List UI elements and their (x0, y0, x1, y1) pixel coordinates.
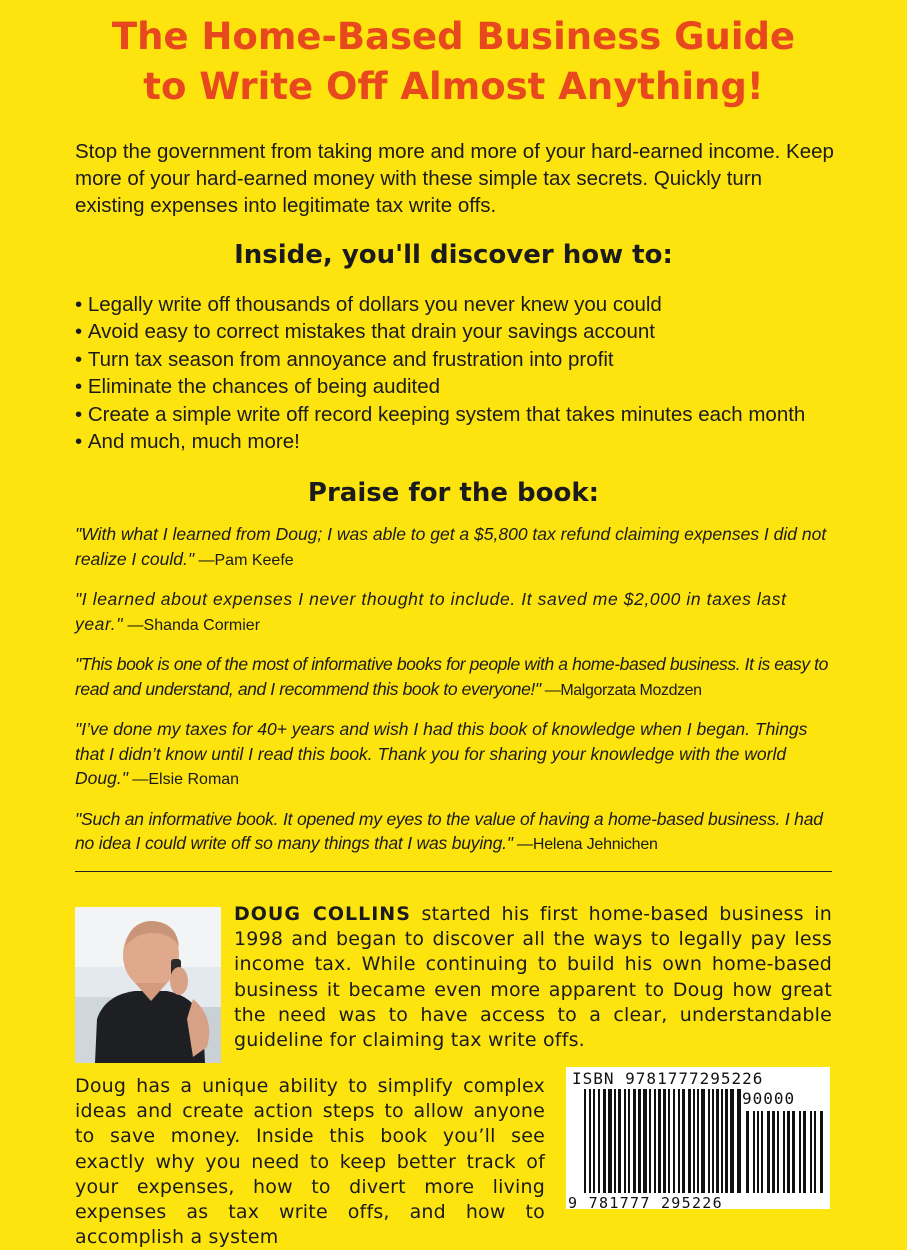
testimonial-text: "I learned about expenses I never thought to include. It saved me $2,000 in taxes last year." (75, 589, 787, 634)
barcode-bar (658, 1089, 661, 1193)
barcode-bars-icon (566, 1067, 830, 1209)
barcode-bar (721, 1089, 723, 1193)
list-item: • Avoid easy to correct mistakes that drain your savings account (75, 318, 845, 345)
barcode-bar (792, 1111, 795, 1193)
testimonial-author: —Malgorzata Mozdzen (540, 681, 702, 699)
testimonial-text: "I’ve done my taxes for 40+ years and wish I had this book of knowledge when I began. Things that I didn’t know until I read this book. Thank you for sharing your knowledge with the world Doug." (75, 719, 808, 788)
barcode-bar (737, 1089, 741, 1193)
barcode-bar (608, 1089, 612, 1193)
barcode-bar (708, 1089, 710, 1193)
author-photo (75, 907, 221, 1063)
barcode-bar (799, 1111, 801, 1193)
testimonial-author: —Pam Keefe (194, 551, 294, 569)
testimonials (75, 522, 832, 872)
list-item: • Legally write off thousands of dollars you never knew you could (75, 291, 845, 318)
list-item: • Create a simple write off record keeping system that takes minutes each month (75, 401, 845, 428)
barcode-bar (628, 1089, 630, 1193)
barcode-bar (761, 1111, 763, 1193)
praise-heading: Praise for the book: (307, 478, 600, 508)
barcode-bar (663, 1089, 666, 1193)
testimonial (75, 652, 832, 703)
barcode-bar (654, 1089, 656, 1193)
barcode-bar (803, 1111, 806, 1193)
author-bio (234, 902, 832, 1053)
barcode-bar (783, 1111, 785, 1193)
barcode-bar (772, 1111, 775, 1193)
barcode-bar (584, 1089, 586, 1193)
author-bio-text: started his first home-based business in 1998 and began to discover all the ways to legally pay less income tax. While continuing to build his own home-based business it became even more apparent to Doug how great the need was to have access to a clear, understandable guideline for claiming tax write offs. (234, 903, 832, 1052)
testimonial (75, 522, 832, 573)
barcode-bar (633, 1089, 636, 1193)
testimonial-text: "This book is one of the most of informative books for people with a home-based business. It is easy to read and understand, and I recommend this book to everyone!" (75, 654, 828, 699)
price-code: 90000 (742, 1089, 796, 1108)
intro-text: Stop the government from taking more and more of your hard-earned income. Keep more of your hard-earned money with these simple tax secrets. Quickly turn existing expenses into legitimate tax write offs. (75, 140, 834, 217)
author-name: DOUG COLLINS (234, 903, 411, 925)
barcode-bar (688, 1089, 691, 1193)
barcode-bar (753, 1111, 755, 1193)
barcode-bar (593, 1089, 595, 1193)
testimonial-text: "With what I learned from Doug; I was able to get a $5,800 tax refund claiming expenses I did not realize I could." (75, 524, 827, 569)
barcode-bar (712, 1089, 714, 1193)
barcode-bar (682, 1089, 685, 1193)
barcode-bar (814, 1111, 816, 1193)
barcode-bar (767, 1111, 770, 1193)
title-block (75, 0, 832, 112)
barcode-bar (777, 1111, 779, 1193)
barcode-digits: 9 781777 295226 (568, 1194, 723, 1209)
barcode-bar (730, 1089, 734, 1193)
barcode-bar (638, 1089, 641, 1193)
barcode-bar (678, 1089, 680, 1193)
barcode-bar (618, 1089, 621, 1193)
barcode-bar (787, 1111, 790, 1193)
inside-heading: Inside, you'll discover how to: (234, 240, 673, 270)
testimonial-author: —Helena Jehnichen (512, 836, 658, 853)
barcode-bar (716, 1089, 719, 1193)
testimonial (75, 717, 832, 793)
barcode-bar (624, 1089, 626, 1193)
barcode-bar (701, 1089, 705, 1193)
barcode-bar (746, 1111, 749, 1193)
barcode-bar (693, 1089, 695, 1193)
isbn-barcode (566, 1067, 830, 1209)
author-bio-continued: Doug has a unique ability to simplify complex ideas and create action steps to allow anyone to save money. Inside this book you’ll see exactly why you need to keep better track of your expenses, how to divert more living expenses as tax write offs, and how to accomplish a system (75, 1075, 545, 1249)
benefit-list (75, 291, 845, 455)
testimonial (75, 807, 832, 858)
barcode-bar (643, 1089, 647, 1193)
barcode-bar (603, 1089, 606, 1193)
barcode-bar (757, 1111, 759, 1193)
title-line-2: to Write Off Almost Anything! (143, 65, 764, 108)
divider (75, 871, 832, 872)
list-item: • And much, much more! (75, 428, 845, 455)
barcode-bar (649, 1089, 651, 1193)
book-title (75, 12, 832, 112)
testimonial-author: —Elsie Roman (127, 771, 240, 788)
isbn-label: ISBN 9781777295226 (572, 1069, 764, 1088)
barcode-bar (820, 1111, 823, 1193)
testimonial-text: "Such an informative book. It opened my eyes to the value of having a home-based business. I had no idea I could write off so many things that I was buying." (75, 808, 823, 853)
barcode-bar (725, 1089, 728, 1193)
barcode-bar (810, 1111, 812, 1193)
barcode-bar (673, 1089, 675, 1193)
title-line-1: The Home-Based Business Guide (111, 15, 796, 58)
list-item: • Turn tax season from annoyance and frustration into profit (75, 346, 845, 373)
testimonial-author: —Shanda Cormier (123, 616, 261, 634)
barcode-bar (697, 1089, 699, 1193)
barcode-bar (668, 1089, 670, 1193)
testimonial (75, 587, 832, 638)
barcode-bar (614, 1089, 616, 1193)
barcode-bar (589, 1089, 591, 1193)
list-item: • Eliminate the chances of being audited (75, 373, 845, 400)
barcode-bar (598, 1089, 600, 1193)
author-photo-icon (75, 907, 221, 1063)
